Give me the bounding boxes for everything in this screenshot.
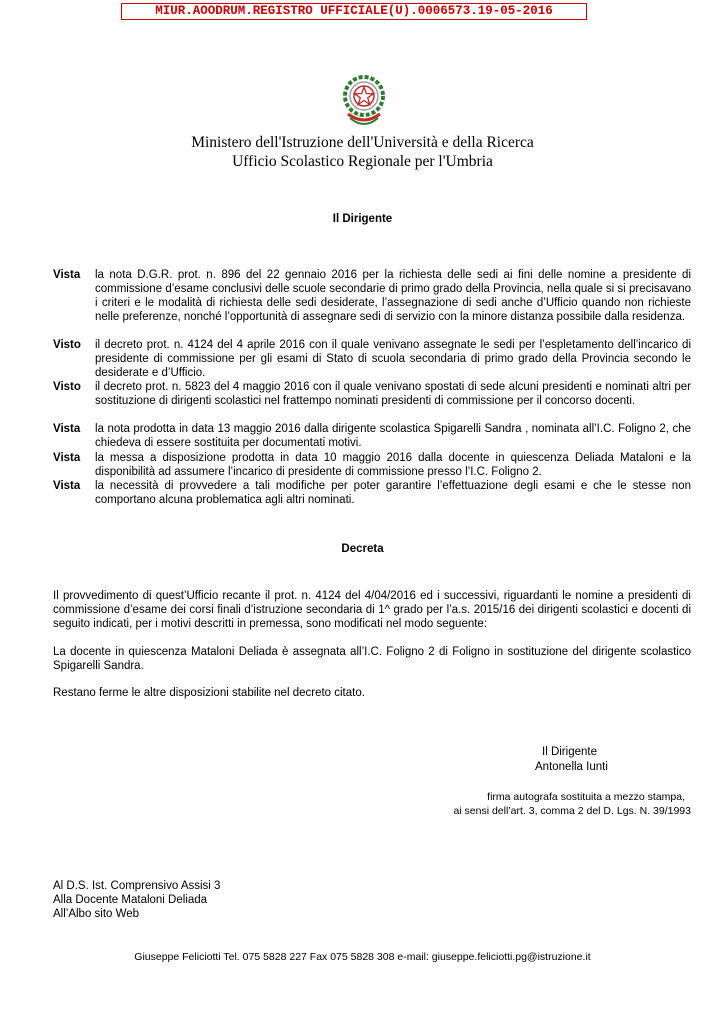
signature-role: Il Dirigente — [542, 746, 597, 758]
premise-item — [53, 422, 691, 450]
premise-item — [53, 380, 691, 408]
premise-item — [53, 338, 691, 380]
protocol-stamp: MIUR.AOODRUM.REGISTRO UFFICIALE(U).0006573.19-05-2016 — [121, 3, 587, 20]
signature-note-law: ai sensi dell’art. 3, comma 2 del D. Lgs. N. 39/1993 — [453, 805, 691, 817]
premise-text: la nota prodotta in data 13 maggio 2016 dalla dirigente scolastica Spigarelli Sandra , nominata all’I.C. Foligno 2, che chiedeva di essere sostituita per documentati motivi. — [95, 423, 691, 449]
premise-text: la messa a disposizione prodotta in data 10 maggio 2016 dalla docente in quiescenza Deliada Mataloni e la disponibilità ad assumere l’incarico di presidente di commissione presso l’I.C. Foligno 2. — [95, 452, 691, 478]
body-paragraph: La docente in quiescenza Mataloni Deliada è assegnata all’I.C. Foligno 2 di Foligno in sostituzione del dirigente scolastico Spigarelli Sandra. — [53, 646, 691, 672]
premise-text: il decreto prot. n. 5823 del 4 maggio 2016 con il quale venivano spostati di sede alcuni presidenti e nominati altri per sostituzione di dirigenti scolastici nel frattempo nominati presidenti di commissione per il concorso docenti. — [95, 381, 691, 407]
premise-text: la nota D.G.R. prot. n. 896 del 22 gennaio 2016 per la richiesta delle sedi ai fini delle nomine a presidente di commissione d’esame conclusivi delle scuole secondarie di primo grado della Provincia, nella quale si si precisavano i criteri e le modalità di richiesta delle sedi desiderate, l’assegnazione di sedi anche d’Ufficio quando non richieste nelle preferenze, nonché l’opportunità di assegnare sedi di servizio con la minore distanza possibile dalla residenza. — [95, 269, 691, 323]
premise-item — [53, 479, 691, 507]
premise-label: Vista — [53, 423, 81, 435]
premise-label: Vista — [53, 452, 81, 464]
premise-item — [53, 451, 691, 479]
premise-label: Vista — [53, 269, 81, 281]
body-paragraph: Restano ferme le altre disposizioni stabilite nel decreto citato. — [53, 687, 365, 699]
premise-item — [53, 268, 691, 324]
document-title: Il Dirigente — [332, 213, 393, 225]
signature-name: Antonella Iunti — [535, 761, 608, 773]
premise-label: Visto — [53, 381, 81, 393]
office-name: Ufficio Scolastico Regionale per l'Umbria — [232, 153, 493, 170]
footer-contact: Giuseppe Feliciotti Tel. 075 5828 227 Fax 075 5828 308 e-mail: giuseppe.feliciotti.pg@istruzione.it — [134, 951, 591, 963]
decree-title: Decreta — [341, 543, 384, 555]
italian-republic-emblem-icon — [342, 70, 386, 132]
recipient-item: All’Albo sito Web — [53, 908, 140, 920]
premise-text: la necessità di provvedere a tali modifiche per poter garantire l’effettuazione degli esami e che le stesse non comportano alcuna problematica agli altri nominati. — [95, 480, 691, 506]
premise-label: Vista — [53, 480, 81, 492]
premise-text: il decreto prot. n. 4124 del 4 aprile 2016 con il quale venivano assegnate le sedi per l’espletamento dell’incarico di presidente di commissione per gli esami di Stato di scuola secondaria di primo grado della Provincia secondo le desiderate e d’Ufficio. — [95, 339, 691, 379]
recipient-item: Alla Docente Mataloni Deliada — [53, 894, 208, 906]
signature-note: firma autografa sostituita a mezzo stampa, — [487, 791, 685, 803]
body-paragraph: Il provvedimento di quest’Ufficio recante il prot. n. 4124 del 4/04/2016 ed i successivi, riguardanti le nomine a presidenti di commissione d’esame dei corsi finali d’istruzione secondaria di 1^ grado per l’a.s. 2015/16 dei dirigenti scolastici e docenti di seguito indicati, per i motivi descritti in premessa, sono modificati nel modo seguente: — [53, 590, 691, 630]
ministry-name: Ministero dell'Istruzione dell'Università e della Ricerca — [191, 134, 534, 151]
premise-label: Visto — [53, 339, 81, 351]
recipient-item: Al D.S. Ist. Comprensivo Assisi 3 — [53, 880, 221, 892]
